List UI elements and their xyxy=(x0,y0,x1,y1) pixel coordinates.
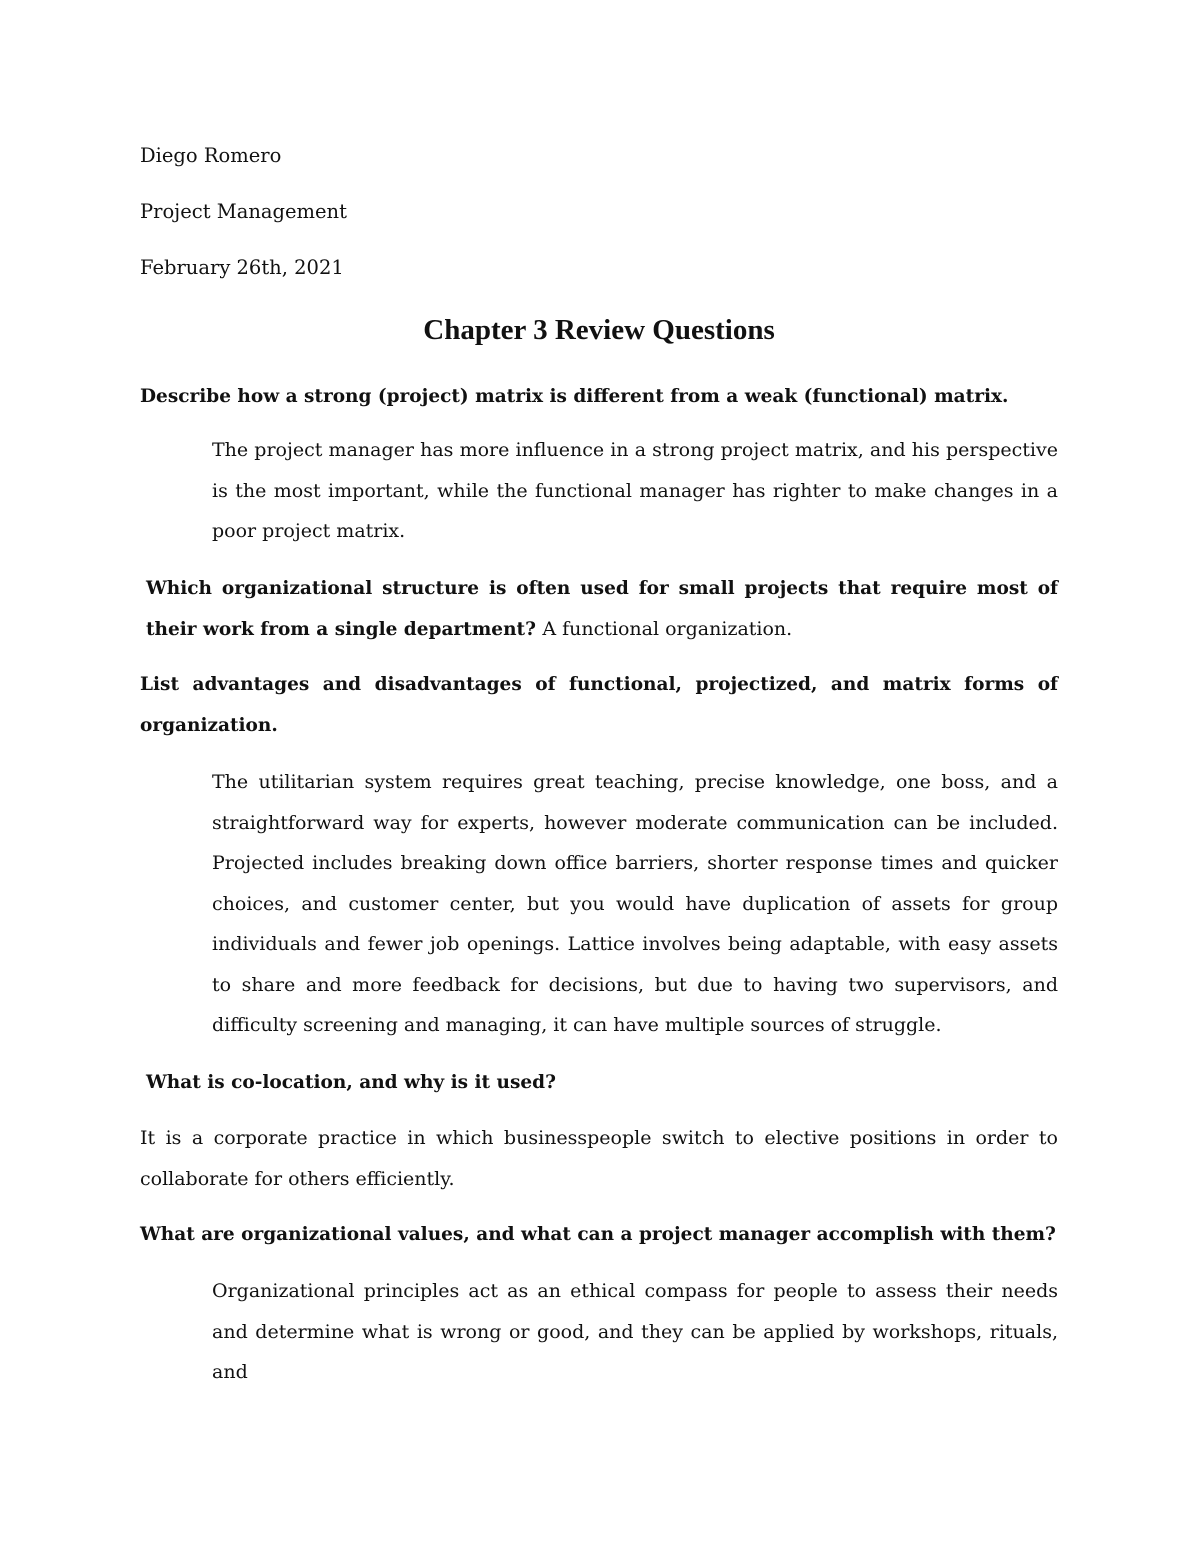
question-4: What is co-location, and why is it used? xyxy=(146,1072,556,1093)
answer-5: Organizational principles act as an ethical compass for people to assess their needs and determine what is wrong or good, and they can be applied by workshops, rituals, and xyxy=(212,1280,1058,1383)
question-2: Which organizational structure is often used for small projects that require most of their work from a single department? xyxy=(146,578,1058,640)
answer-1: The project manager has more influence in a strong project matrix, and his perspective is the most important, while the functional manager has righter to make changes in a poor project matrix. xyxy=(212,439,1058,542)
question-2-block xyxy=(140,568,1058,650)
author-name: Diego Romero xyxy=(140,144,282,167)
question-5: What are organizational values, and what can a project manager accomplish with them? xyxy=(140,1224,1056,1245)
course-name: Project Management xyxy=(140,200,347,223)
page-title: Chapter 3 Review Questions xyxy=(423,314,775,346)
answer-2: A functional organization. xyxy=(542,618,793,640)
answer-4: It is a corporate practice in which businesspeople switch to elective positions in order to collaborate for others efficiently. xyxy=(140,1127,1058,1190)
question-1: Describe how a strong (project) matrix is different from a weak (functional) matrix. xyxy=(140,386,1009,407)
question-3: List advantages and disadvantages of functional, projectized, and matrix forms of organization. xyxy=(140,674,1058,736)
answer-3: The utilitarian system requires great teaching, precise knowledge, one boss, and a straightforward way for experts, however moderate communication can be included. Projected includes breaking down office barriers, shorter response times and quicker choices, and customer center, but you would have duplication of assets for group individuals and fewer job openings. Lattice involves being adaptable, with easy assets to share and more feedback for decisions, but due to having two supervisors, and difficulty screening and managing, it can have multiple sources of struggle. xyxy=(212,771,1058,1036)
document-date: February 26th, 2021 xyxy=(140,256,344,279)
